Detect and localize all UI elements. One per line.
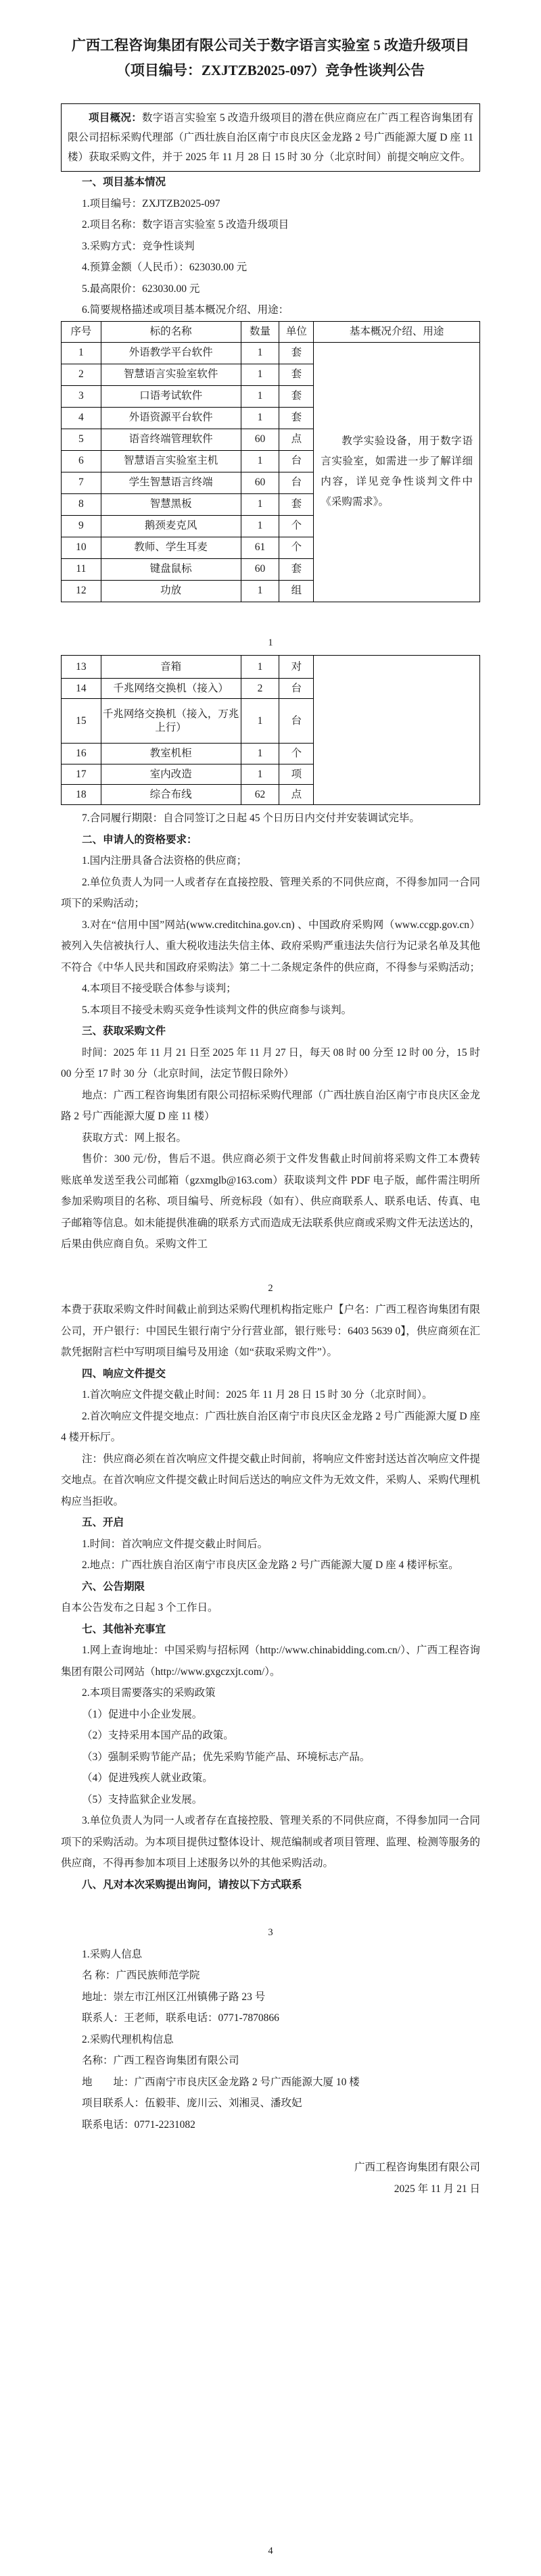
cell-name: 教室机柜 [101,744,241,764]
qualification-item: 3.对在“信用中国”网站(www.creditchina.gov.cn) 、中国政府采购网（www.ccgp.gov.cn）被列入失信被执行人、重大税收违法失信主体、政府采购严重违法失信行为记录名单及其他不符合《中华人民共和国政府采购法》第二十二条规定条件的供应商，不得参与采购活动； [61,919,481,973]
policy-item: （5）支持监狱企业发展。 [82,1793,203,1805]
cell-qty: 1 [241,580,279,602]
purchaser-contact: 联系人：王老师，联系电话：0771-7870866 [82,2012,279,2024]
cell-seq: 15 [62,699,101,744]
cell-name: 综合布线 [101,785,241,805]
policy-item: （2）支持采用本国产品的政策。 [82,1730,234,1741]
items-table-page1 [61,321,480,602]
cell-unit: 台 [279,679,314,699]
signature-company: 广西工程咨询集团有限公司 [354,2162,480,2173]
cell-qty: 1 [241,515,279,537]
online-query-address: 1.网上查询地址：中国采购与招标网（http://www.chinabidding.com.cn/）、广西工程咨询集团有限公司网站（http://www.gxgczxjt.com/）。 [61,1645,480,1678]
agency-address: 地 址：广西南宁市良庆区金龙路 2 号广西能源大厦 10 楼 [82,2076,360,2088]
cell-name: 口语考试软件 [101,385,241,407]
purchaser-info-label: 1.采购人信息 [82,1948,143,1960]
opening-time: 1.时间：首次响应文件提交截止时间后。 [82,1538,268,1550]
cell-name: 学生智慧语言终端 [101,472,241,493]
cell-qty: 60 [241,558,279,580]
page-number: 1 [268,637,273,648]
agency-contacts: 项目联系人：伍毅菲、庞川云、刘湘灵、潘玫妃 [82,2097,302,2109]
cell-name: 键盘鼠标 [101,558,241,580]
project-overview-text [68,108,473,167]
col-header-seq: 序号 [62,321,101,342]
budget-amount: 4.预算金额（人民币）：623030.00 元 [82,262,248,273]
cell-qty: 1 [241,699,279,744]
overview-body: 数字语言实验室 5 改造升级项目的潜在供应商应在广西工程咨询集团有限公司招标采购代理部（广西壮族自治区南宁市良庆区金龙路 2 号广西能源大厦 D 座 11 楼）获取采购文件，并于 2025 年 11 月 28 日 15 时 30 分（北京时间）前提交响应文件。 [68,112,473,163]
cell-seq: 14 [62,679,101,699]
qualification-item: 2.单位负责人为同一人或者存在直接控股、管理关系的不同供应商，不得参加同一合同项下的采购活动； [61,876,480,909]
cell-seq: 1 [62,342,101,364]
procurement-method: 3.采购方式：竞争性谈判 [82,240,195,252]
section-6-heading: 六、公告期限 [82,1580,145,1593]
cell-qty: 60 [241,429,279,450]
response-deadline: 1.首次响应文件提交截止时间：2025 年 11 月 28 日 15 时 30 分（北京时间）。 [82,1389,433,1401]
spec-description-label: 6.简要规格描述或项目基本概况介绍、用途： [82,304,289,316]
cell-unit: 点 [279,429,314,450]
agency-phone: 联系电话：0771-2231082 [82,2118,195,2131]
cell-qty: 1 [241,450,279,472]
cell-name: 智慧语言实验室软件 [101,364,241,385]
cell-seq: 18 [62,785,101,805]
col-header-name: 标的名称 [101,321,241,342]
cell-unit: 套 [279,342,314,364]
policy-item: （1）促进中小企业发展。 [82,1708,203,1720]
cell-unit: 项 [279,764,314,785]
cell-merged-description-empty [314,656,480,805]
cell-unit: 台 [279,450,314,472]
procurement-announcement-document [0,33,541,2576]
cell-qty: 1 [241,364,279,385]
cell-unit: 台 [279,472,314,493]
cell-unit: 套 [279,558,314,580]
cell-seq: 17 [62,764,101,785]
announcement-period: 自本公告发布之日起 3 个工作日。 [61,1602,218,1613]
purchaser-name: 名 称：广西民族师范学院 [82,1970,200,1981]
cell-name: 外语教学平台软件 [101,342,241,364]
cell-qty: 61 [241,537,279,558]
document-acquire-place: 地点：广西工程咨询集团有限公司招标采购代理部（广西壮族自治区南宁市良庆区金龙路 2 号广西能源大厦 D 座 11 楼） [61,1089,481,1122]
agency-name: 名称：广西工程咨询集团有限公司 [82,2055,239,2066]
page-number: 2 [268,1282,273,1294]
cell-name: 千兆网络交换机（接入，万兆上行） [101,699,241,744]
col-header-unit: 单位 [279,321,314,342]
cell-name: 智慧黑板 [101,493,241,515]
contract-period: 7.合同履行期限：自合同签订之日起 45 个日历日内交付并安装调试完毕。 [82,812,420,824]
document-price-paragraph: 售价：300 元/份，售后不退。供应商必须于文件发售截止时间前将采购文件工本费转账底单发送至我公司邮箱（gzxmglb@163.com）获取谈判文件 PDF 电子版，邮件需注明所参加采购项目的名称、项目编号、所竞标段（如有）、供应商联系人、联系电话、传真、电子邮箱等信息。如未能提供准确的联系方式而造成无法联系供应商或采购文件无法送达的，后果由供应商自负。采购文件工 [61,1153,481,1250]
page-number: 4 [268,2546,273,2556]
cell-seq: 7 [62,472,101,493]
col-header-qty: 数量 [241,321,279,342]
cell-name: 鹅颈麦克风 [101,515,241,537]
qualification-item: 1.国内注册具备合法资格的供应商； [82,855,248,867]
items-table-page2 [61,655,480,805]
cell-unit: 点 [279,785,314,805]
max-price: 5.最高限价：623030.00 元 [82,283,200,295]
project-number: 1.项目编号：ZXJTZB2025-097 [82,197,220,210]
section-7-heading: 七、其他补充事宜 [82,1623,166,1635]
cell-qty: 1 [241,493,279,515]
cell-unit: 个 [279,537,314,558]
overview-label: 项目概况： [89,112,143,124]
document-acquire-method: 获取方式：网上报名。 [82,1132,187,1144]
cell-qty: 62 [241,785,279,805]
cell-unit: 台 [279,699,314,744]
cell-seq: 9 [62,515,101,537]
table-row [62,342,480,364]
purchaser-address: 地址：崇左市江州区江州镇佛子路 23 号 [82,1991,266,2003]
section-4-heading: 四、响应文件提交 [82,1367,166,1380]
cell-unit: 套 [279,385,314,407]
policy-item: 3.单位负责人为同一人或者存在直接控股、管理关系的不同供应商，不得参加同一合同项下的采购活动。为本项目提供过整体设计、规范编制或者项目管理、监理、检测等服务的供应商，不得再参加本项目上述服务以外的其他采购活动。 [61,1815,481,1869]
response-note: 注：供应商必须在首次响应文件提交截止时间前，将响应文件密封送达首次响应文件提交地点。在首次响应文件提交截止时间后送达的响应文件为无效文件，采购人、采购代理机构应当拒收。 [61,1453,481,1507]
cell-unit: 套 [279,493,314,515]
cell-seq: 13 [62,656,101,679]
merged-description-text: 教学实验设备，用于数字语言实验室，如需进一步了解详细内容，详见竞争性谈判文件中《采购需求》。 [321,435,473,508]
col-header-desc: 基本概况介绍、用途 [314,321,480,342]
cell-seq: 6 [62,450,101,472]
table-header-row [62,321,480,342]
cell-seq: 5 [62,429,101,450]
cell-unit: 组 [279,580,314,602]
opening-place: 2.地点：广西壮族自治区南宁市良庆区金龙路 2 号广西能源大厦 D 座 4 楼评标室。 [82,1559,459,1571]
cell-name: 教师、学生耳麦 [101,537,241,558]
cell-qty: 1 [241,385,279,407]
document-price-paragraph-continued: 本费于获取采购文件时间截止前到达采购代理机构指定账户【户名：广西工程咨询集团有限公司，开户银行：中国民生银行南宁分行营业部，银行账号：6403 5639 0】，供应商须在汇款凭据附言栏中写明项目编号及用途（如“获取采购文件”）。 [61,1304,481,1358]
cell-name: 外语资源平台软件 [101,407,241,429]
cell-merged-description [314,342,480,602]
cell-unit: 对 [279,656,314,679]
cell-qty: 1 [241,764,279,785]
cell-seq: 12 [62,580,101,602]
cell-seq: 11 [62,558,101,580]
title-line-1: 广西工程咨询集团有限公司关于数字语言实验室 5 改造升级项目 [72,37,469,53]
agency-info-label: 2.采购代理机构信息 [82,2033,174,2045]
table-row [62,656,480,679]
cell-seq: 3 [62,385,101,407]
section-8-heading: 八、凡对本次采购提出询问，请按以下方式联系 [82,1878,302,1891]
document-title [61,33,480,83]
cell-qty: 1 [241,407,279,429]
cell-name: 室内改造 [101,764,241,785]
cell-qty: 2 [241,679,279,699]
cell-name: 千兆网络交换机（接入） [101,679,241,699]
section-2-heading: 二、申请人的资格要求： [82,833,197,846]
cell-name: 音箱 [101,656,241,679]
cell-seq: 10 [62,537,101,558]
cell-seq: 16 [62,744,101,764]
section-5-heading: 五、开启 [82,1517,124,1528]
cell-unit: 套 [279,364,314,385]
qualification-item: 5.本项目不接受未购买竞争性谈判文件的供应商参与谈判。 [82,1004,352,1016]
qualification-item: 4.本项目不接受联合体参与谈判； [82,983,237,994]
cell-name: 功放 [101,580,241,602]
cell-seq: 8 [62,493,101,515]
cell-name: 智慧语言实验室主机 [101,450,241,472]
policy-item: （4）促进残疾人就业政策。 [82,1772,213,1784]
section-3-heading: 三、获取采购文件 [82,1025,166,1037]
cell-seq: 4 [62,407,101,429]
cell-unit: 个 [279,515,314,537]
response-place: 2.首次响应文件提交地点：广西壮族自治区南宁市良庆区金龙路 2 号广西能源大厦 D 座 4 楼开标厅。 [61,1410,480,1443]
cell-qty: 60 [241,472,279,493]
cell-name: 语音终端管理软件 [101,429,241,450]
title-line-2: （项目编号：ZXJTZB2025-097）竞争性谈判公告 [116,62,425,78]
cell-qty: 1 [241,342,279,364]
cell-seq: 2 [62,364,101,385]
cell-qty: 1 [241,744,279,764]
cell-qty: 1 [241,656,279,679]
signature-date: 2025 年 11 月 21 日 [394,2183,480,2195]
cell-unit: 个 [279,744,314,764]
policy-item: （3）强制采购节能产品；优先采购节能产品、环境标志产品。 [82,1751,371,1763]
policy-label: 2.本项目需要落实的采购政策 [82,1687,216,1699]
section-1-heading: 一、项目基本情况 [82,176,166,188]
cell-unit: 套 [279,407,314,429]
project-name: 2.项目名称：数字语言实验室 5 改造升级项目 [82,219,289,230]
signature-block [61,2157,480,2200]
project-overview-box [61,103,480,172]
page-number: 3 [268,1927,273,1938]
document-acquire-time: 时间：2025 年 11 月 21 日至 2025 年 11 月 27 日，每天 08 时 00 分至 12 时 00 分，15 时 00 分至 17 时 30 分（北京时间，法定节假日除外） [61,1046,480,1079]
